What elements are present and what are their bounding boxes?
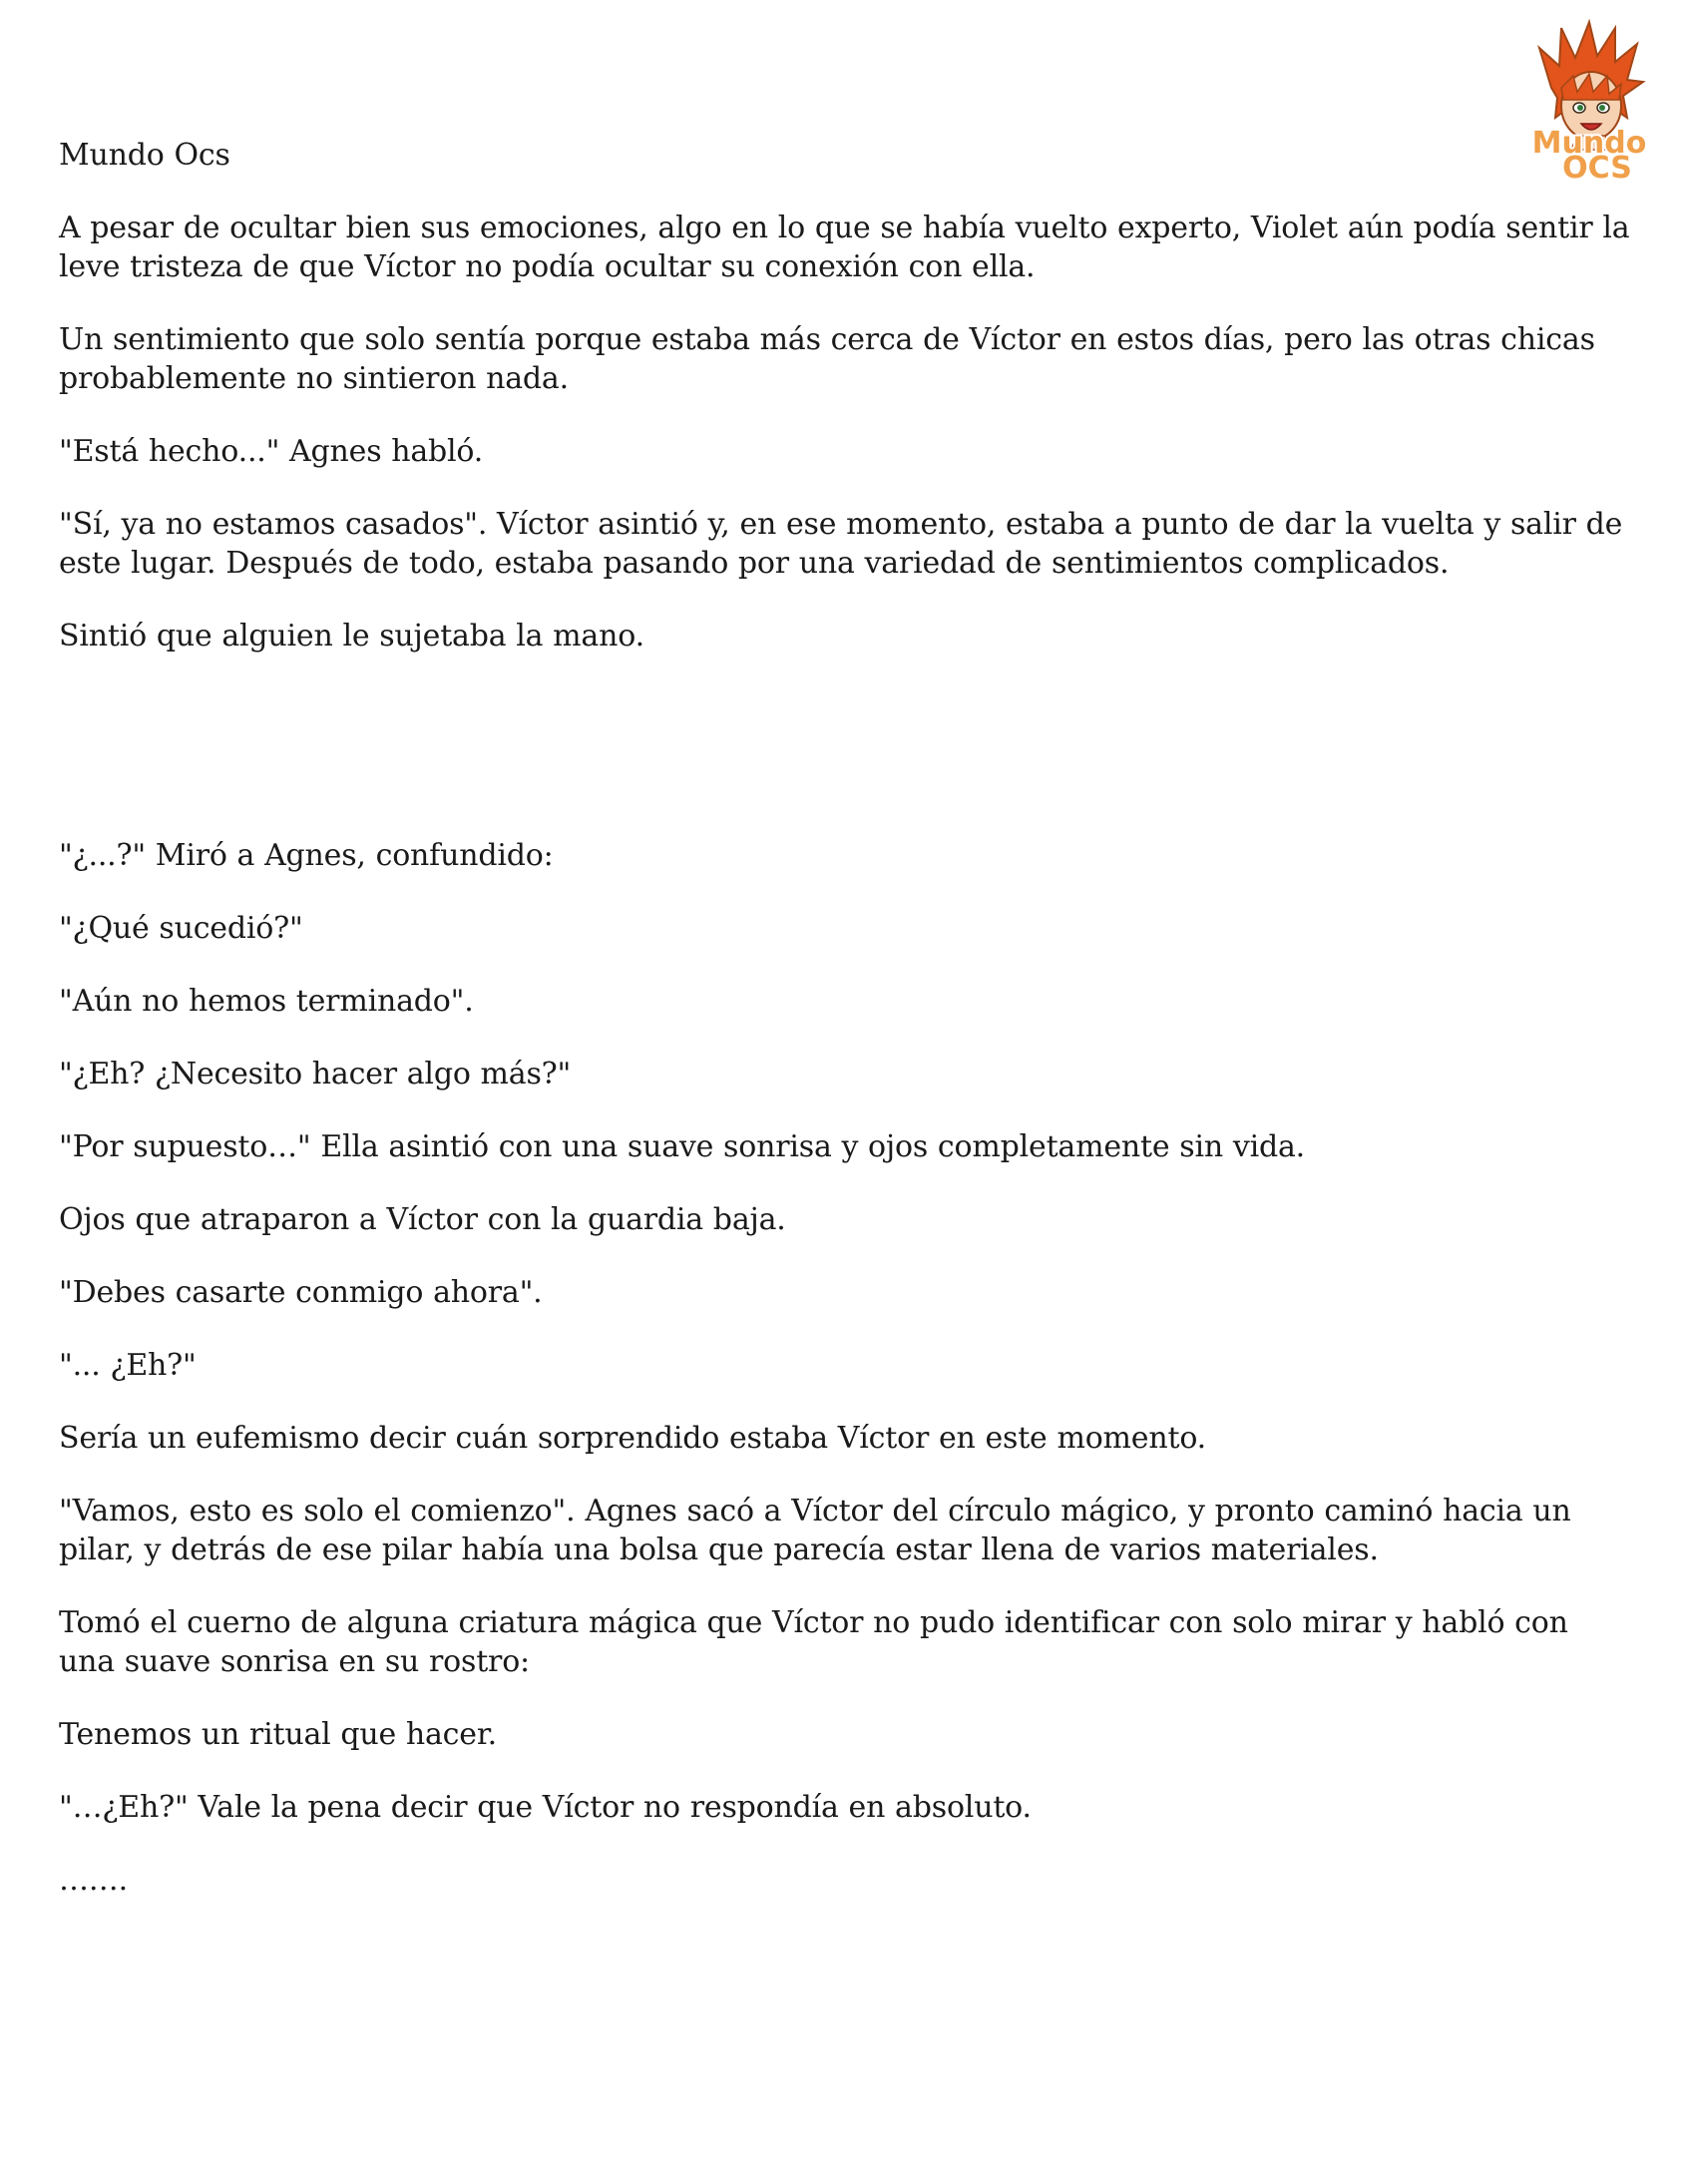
logo-text-line1: Mundo	[1531, 126, 1647, 161]
section-break: …….	[59, 1863, 128, 1898]
document-title: Mundo Ocs	[59, 138, 230, 173]
paragraph: Ojos que atraparon a Víctor con la guardia baja.	[59, 1202, 786, 1237]
paragraph: Sería un eufemismo decir cuán sorprendido estaba Víctor en este momento.	[59, 1421, 1207, 1456]
paragraph: "¿Qué sucedió?"	[59, 911, 303, 946]
paragraph: "Está hecho..." Agnes habló.	[59, 434, 484, 469]
paragraph: Un sentimiento que solo sentía porque estaba más cerca de Víctor en estos días, pero las otras chicas probablemente no sintieron nada.	[59, 322, 1595, 396]
paragraph: Sintió que alguien le sujetaba la mano.	[59, 619, 644, 654]
paragraph: Tomó el cuerno de alguna criatura mágica que Víctor no pudo identificar con solo mirar y habló con una suave sonrisa en su rostro:	[59, 1605, 1568, 1679]
paragraph: "¿Eh? ¿Necesito hacer algo más?"	[59, 1057, 572, 1092]
paragraph: "¿...?" Miró a Agnes, confundido:	[59, 838, 554, 873]
paragraph: "…¿Eh?" Vale la pena decir que Víctor no respondía en absoluto.	[59, 1790, 1032, 1825]
paragraph: "Debes casarte conmigo ahora".	[59, 1275, 543, 1310]
paragraph: "Sí, ya no estamos casados". Víctor asintió y, en ese momento, estaba a punto de dar la vuelta y salir de este lugar. Después de todo, estaba pasando por una variedad de sentimientos complicados.	[59, 507, 1623, 581]
paragraph: "Vamos, esto es solo el comienzo". Agnes sacó a Víctor del círculo mágico, y pronto caminó hacia un pilar, y detrás de ese pilar había una bolsa que parecía estar llena de varios materiales.	[59, 1494, 1571, 1567]
paragraph: "... ¿Eh?"	[59, 1348, 197, 1383]
logo-text-line2: OCS	[1562, 151, 1632, 183]
paragraph: Tenemos un ritual que hacer.	[59, 1717, 498, 1752]
paragraph: "Aún no hemos terminado".	[59, 984, 474, 1019]
paragraph: "Por supuesto…" Ella asintió con una suave sonrisa y ojos completamente sin vida.	[59, 1129, 1305, 1164]
paragraph: A pesar de ocultar bien sus emociones, algo en lo que se había vuelto experto, Violet aún podía sentir la leve tristeza de que Víctor no podía ocultar su conexión con ella.	[59, 211, 1630, 284]
